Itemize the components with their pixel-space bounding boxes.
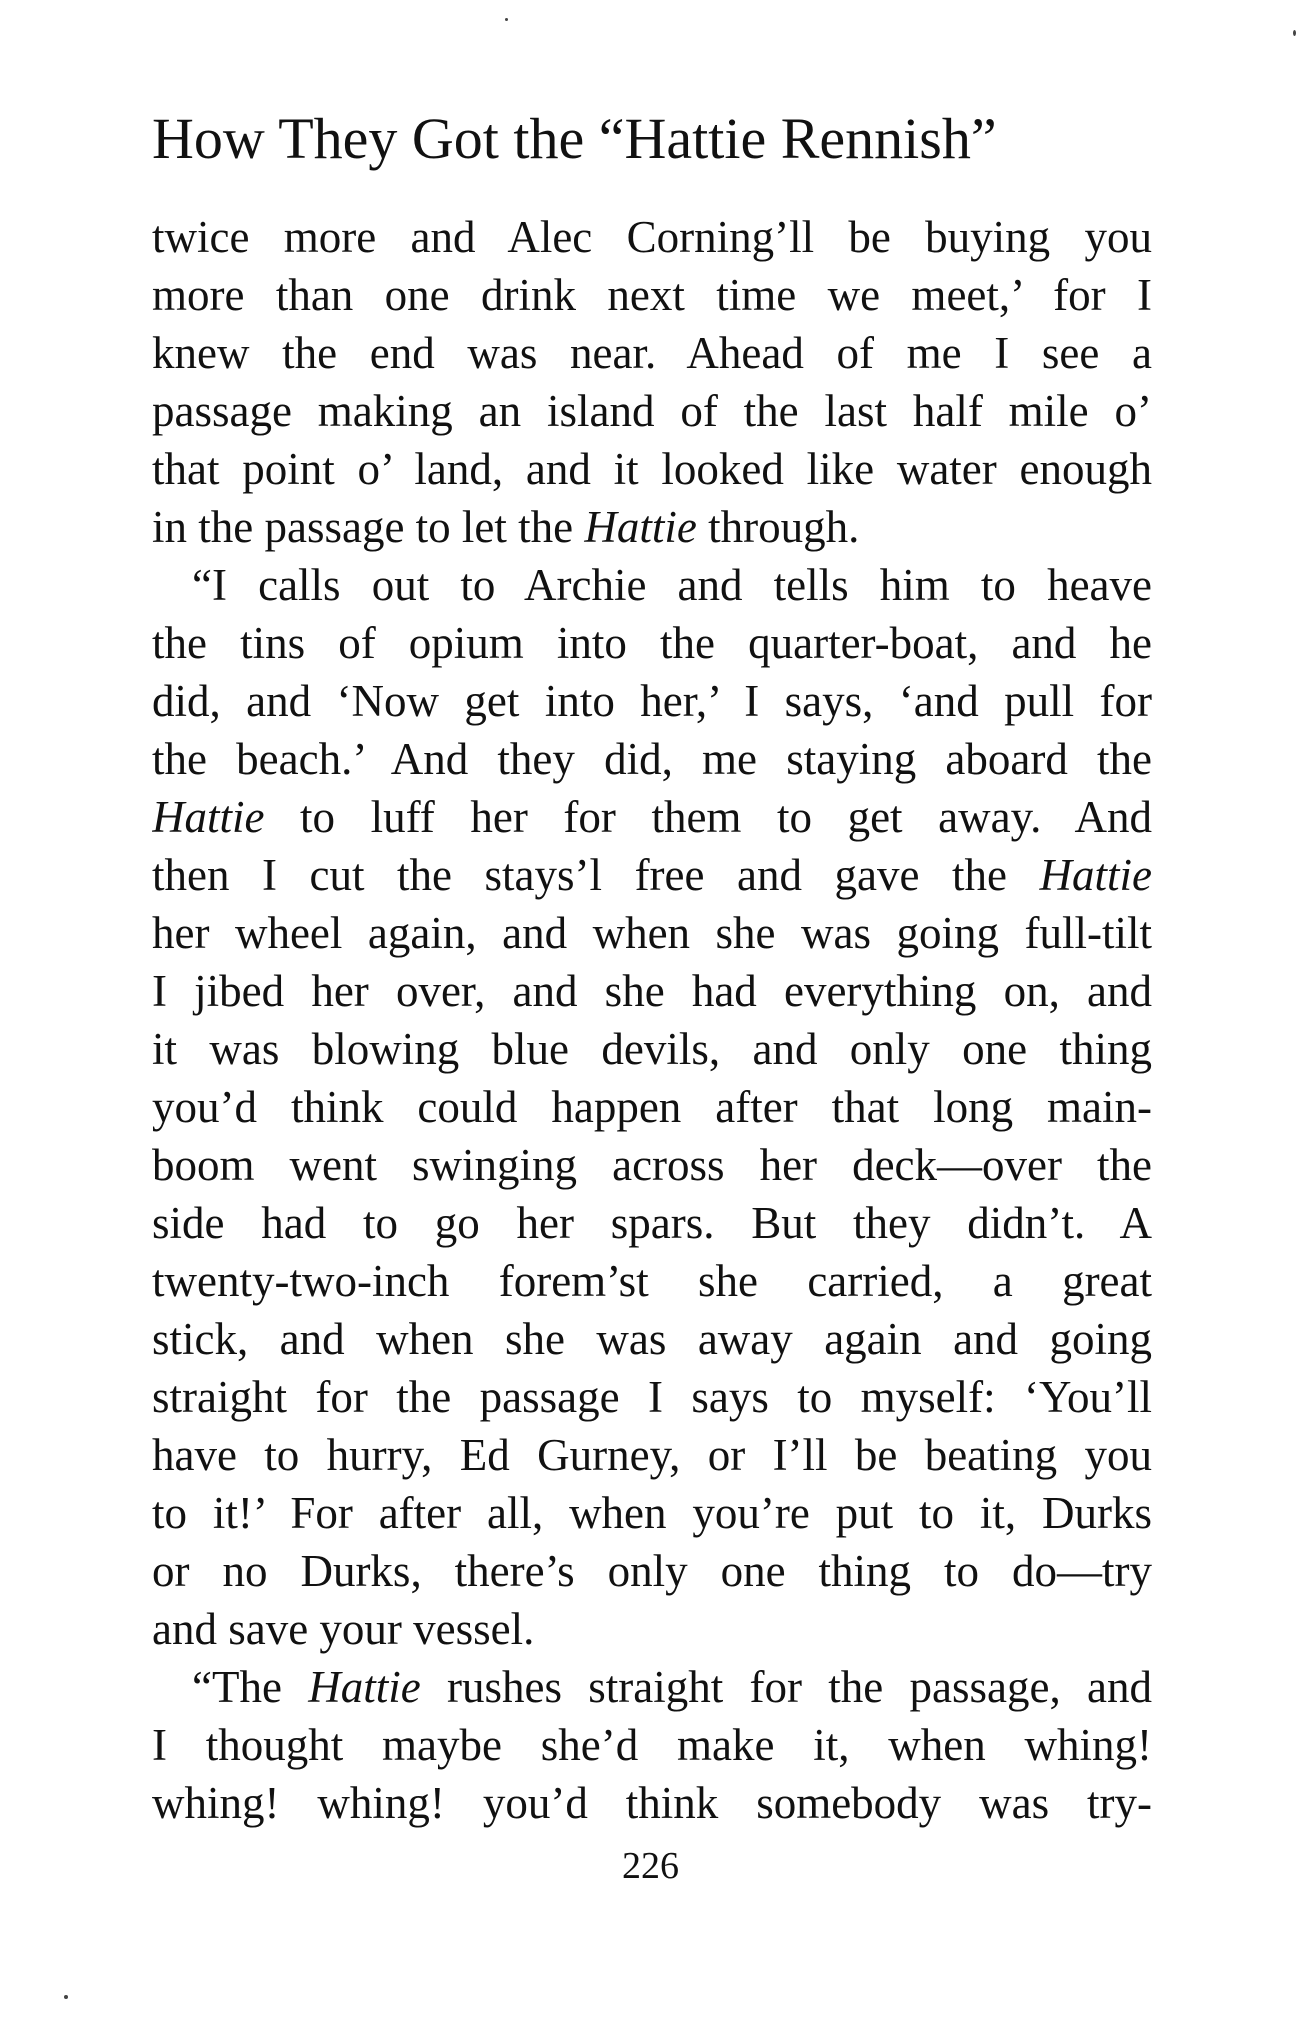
italic-ship-name: Hattie (308, 1662, 421, 1712)
text-line (152, 614, 1152, 672)
text-fragment: passage making an island of the last half mile o’ (152, 386, 1152, 436)
text-line (152, 1136, 1152, 1194)
italic-ship-name: Hattie (1039, 850, 1152, 900)
italic-ship-name: Hattie (584, 502, 697, 552)
text-fragment: straight for the passage I says to myself: ‘You’ll (152, 1372, 1152, 1422)
text-line (152, 1774, 1152, 1832)
text-line (152, 846, 1152, 904)
text-fragment: “The (192, 1662, 309, 1712)
text-fragment: more than one drink next time we meet,’ for I (152, 270, 1152, 320)
text-fragment: boom went swinging across her deck—over the (152, 1140, 1152, 1190)
text-line (152, 1252, 1152, 1310)
text-line (152, 1426, 1152, 1484)
text-fragment: twice more and Alec Corning’ll be buying you (152, 212, 1152, 262)
text-line (152, 1020, 1152, 1078)
text-line (152, 1368, 1152, 1426)
text-line (152, 556, 1152, 614)
text-line (152, 1310, 1152, 1368)
text-fragment: the tins of opium into the quarter-boat, and he (152, 618, 1152, 668)
text-line (152, 1600, 1152, 1658)
italic-ship-name: Hattie (152, 792, 265, 842)
text-line (152, 1194, 1152, 1252)
text-fragment: in the passage to let the (152, 502, 585, 552)
text-fragment: to luff her for them to get away. And (264, 792, 1152, 842)
text-fragment: to it!’ For after all, when you’re put to it, Durks (152, 1488, 1152, 1538)
scan-speck (64, 1995, 68, 1999)
running-head: How They Got the “Hattie Rennish” (152, 106, 997, 171)
text-fragment: “I calls out to Archie and tells him to heave (192, 560, 1152, 610)
scan-speck (1293, 30, 1296, 36)
text-fragment: through. (696, 502, 860, 552)
text-line (152, 1542, 1152, 1600)
text-line (152, 788, 1152, 846)
page-number: 226 (622, 1845, 679, 1887)
text-line (152, 266, 1152, 324)
text-line (152, 904, 1152, 962)
text-line (152, 1658, 1152, 1716)
text-fragment: rushes straight for the passage, and (420, 1662, 1152, 1712)
text-line (152, 730, 1152, 788)
text-fragment: stick, and when she was away again and going (152, 1314, 1152, 1364)
text-line (152, 440, 1152, 498)
text-fragment: side had to go her spars. But they didn’t. A (152, 1198, 1152, 1248)
text-line (152, 1484, 1152, 1542)
text-line (152, 672, 1152, 730)
text-line (152, 208, 1152, 266)
text-fragment: whing! whing! you’d think somebody was try- (152, 1778, 1152, 1828)
text-line (152, 324, 1152, 382)
text-fragment: I thought maybe she’d make it, when whing! (152, 1720, 1152, 1770)
text-line (152, 382, 1152, 440)
text-fragment: did, and ‘Now get into her,’ I says, ‘and pull for (152, 676, 1152, 726)
text-fragment: it was blowing blue devils, and only one thing (152, 1024, 1152, 1074)
text-fragment: then I cut the stays’l free and gave the (152, 850, 1040, 900)
text-fragment: have to hurry, Ed Gurney, or I’ll be beating you (152, 1430, 1152, 1480)
text-line (152, 1716, 1152, 1774)
text-fragment: or no Durks, there’s only one thing to do—try (152, 1546, 1152, 1596)
text-fragment: and save your vessel. (152, 1604, 535, 1654)
text-fragment: the beach.’ And they did, me staying aboard the (152, 734, 1152, 784)
text-fragment: knew the end was near. Ahead of me I see a (152, 328, 1152, 378)
body-text (152, 208, 1152, 1832)
text-fragment: that point o’ land, and it looked like water enough (152, 444, 1152, 494)
text-fragment: twenty-two-inch forem’st she carried, a great (152, 1256, 1152, 1306)
text-fragment: you’d think could happen after that long main- (152, 1082, 1152, 1132)
text-fragment: her wheel again, and when she was going full-tilt (152, 908, 1152, 958)
text-line (152, 1078, 1152, 1136)
text-fragment: I jibed her over, and she had everything on, and (152, 966, 1152, 1016)
text-line (152, 498, 1152, 556)
scan-speck (505, 18, 508, 21)
text-line (152, 962, 1152, 1020)
